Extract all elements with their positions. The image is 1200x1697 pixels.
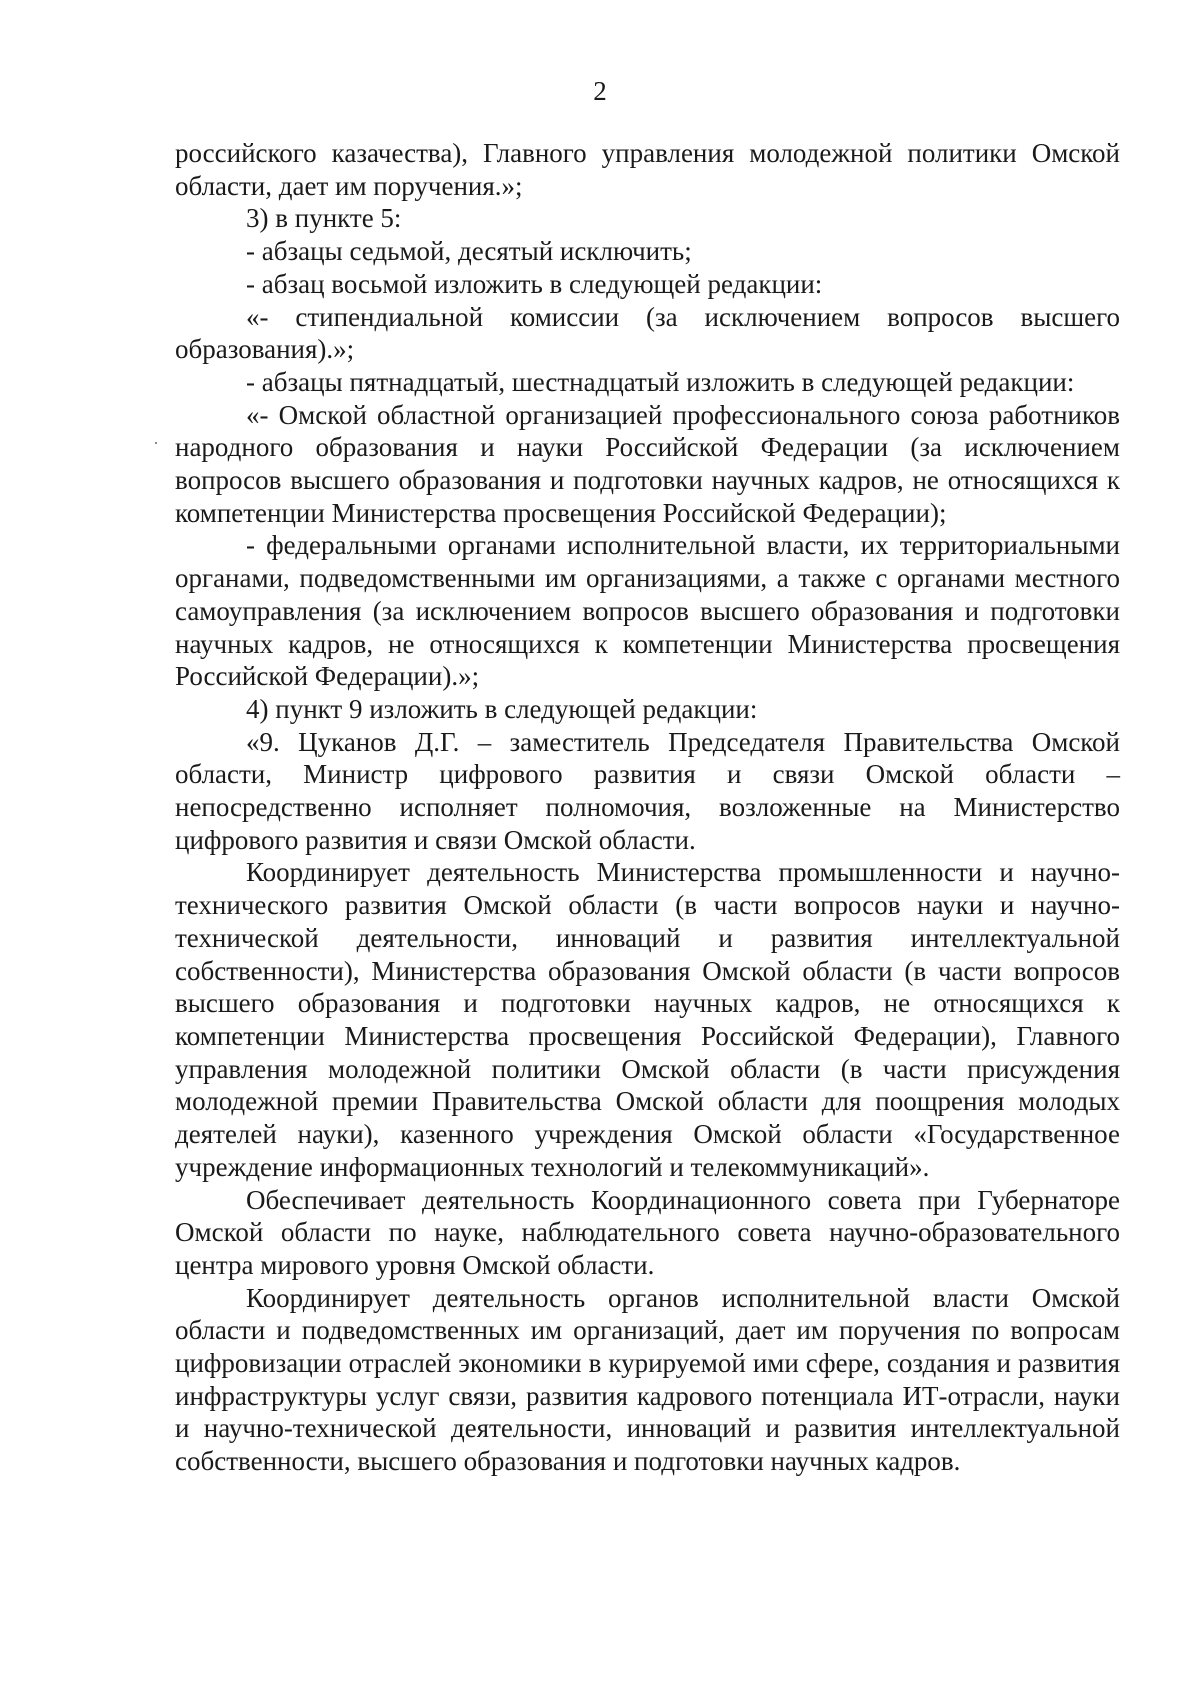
- paragraph: - абзацы седьмой, десятый исключить;: [246, 236, 692, 267]
- paragraph: - абзац восьмой изложить в следующей редакции:: [246, 268, 823, 299]
- paragraph: российского казачества), Главного управления молодежной политики Омской области, дает им поручения.»;: [175, 138, 1120, 201]
- paragraph: «9. Цуканов Д.Г. – заместитель Председателя Правительства Омской области, Министр цифрового развития и связи Омской области – непосредственно исполняет полномочия, возложенные на Министерство цифрового развития и связи Омской области.: [175, 726, 1120, 855]
- paragraph: 4) пункт 9 изложить в следующей редакции:: [246, 693, 758, 724]
- scan-artifact: [155, 442, 157, 444]
- document-body: [175, 137, 1120, 1478]
- paragraph: - федеральными органами исполнительной власти, их территориальными органами, подведомственными им организациями, а также с органами местного самоуправления (за исключением вопросов высшего образования и подготовки научных кадров, не относящихся к компетенции Министерства просвещения Российской Федерации).»;: [175, 530, 1120, 692]
- paragraph: «- Омской областной организацией профессионального союза работников народного образования и науки Российской Федерации (за исключением вопросов высшего образования и подготовки научных кадров, не относящихся к компетенции Министерства просвещения Российской Федерации);: [175, 399, 1120, 528]
- paragraph: «- стипендиальной комиссии (за исключением вопросов высшего образования).»;: [175, 301, 1120, 365]
- paragraph: Координирует деятельность Министерства промышленности и научно-технического развития Омской области (в части вопросов науки и научно-технической деятельности, инноваций и развития интеллектуальной собственности), Министерства образования Омской области (в части вопросов высшего образования и подготовки научных кадров, не относящихся к компетенции Министерства просвещения Российской Федерации), Главного управления молодежной политики Омской области (в части присуждения молодежной премии Правительства Омской области для поощрения молодых деятелей науки), казенного учреждения Омской области «Государственное учреждение информационных технологий и телекоммуникаций».: [175, 857, 1120, 1182]
- page-number: 2: [593, 76, 607, 106]
- paragraph: 3) в пункте 5:: [246, 203, 402, 234]
- paragraph: Обеспечивает деятельность Координационного совета при Губернаторе Омской области по науке, наблюдательного совета научно-образовательного центра мирового уровня Омской области.: [175, 1184, 1120, 1280]
- paragraph: Координирует деятельность органов исполнительной власти Омской области и подведомственных им организаций, дает им поручения по вопросам цифровизации отраслей экономики в курируемой ими сфере, создания и развития инфраструктуры услуг связи, развития кадрового потенциала ИТ-отрасли, науки и научно-технической деятельности, инноваций и развития интеллектуальной собственности, высшего образования и подготовки научных кадров.: [175, 1282, 1120, 1477]
- paragraph: - абзацы пятнадцатый, шестнадцатый изложить в следующей редакции:: [246, 366, 1075, 397]
